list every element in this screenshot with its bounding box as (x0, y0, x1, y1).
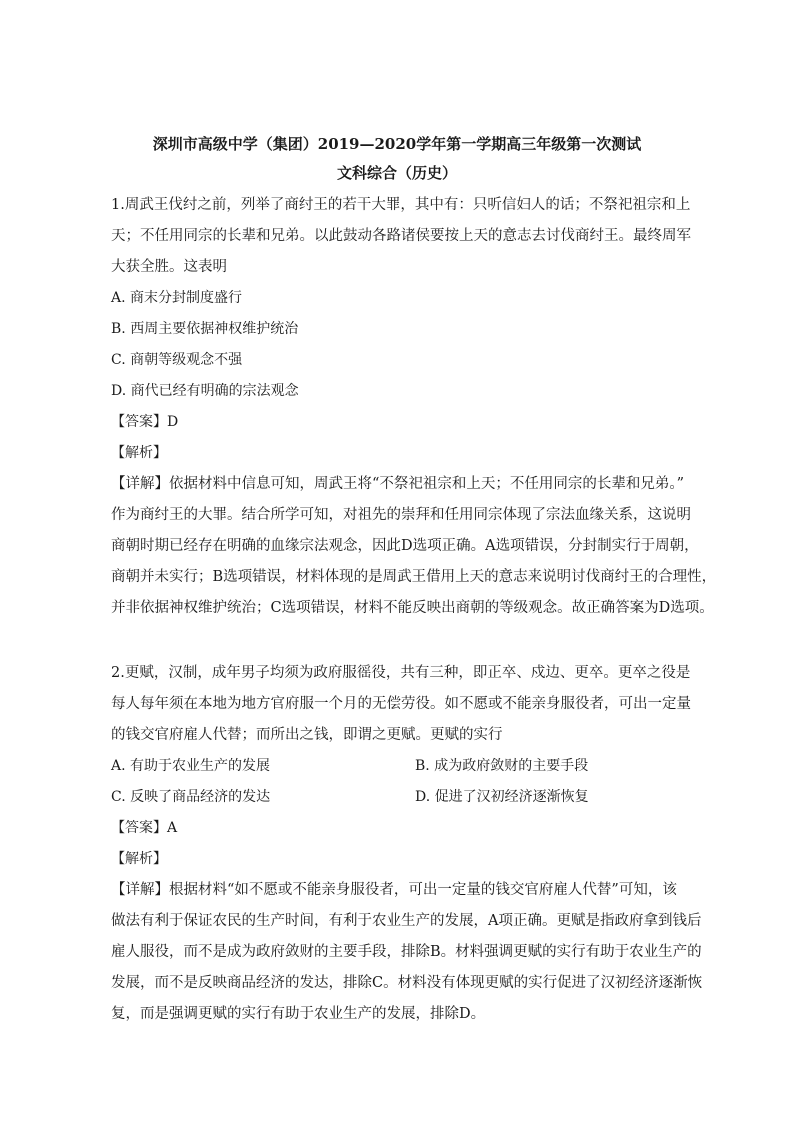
question-2 (111, 658, 703, 1030)
q1-option-c: C. 商朝等级观念不强 (111, 352, 243, 368)
q1-option-d: D. 商代已经有明确的宗法观念 (111, 383, 299, 399)
q2-detail-line: 【详解】根据材料“如不愿或不能亲身服役者，可出一定量的钱交官府雇人代替”可知，该 (111, 882, 677, 898)
q1-detail-line: 商朝时期已经存在明确的血缘宗法观念，因此D选项正确。A选项错误，分封制实行于周朝， (111, 538, 699, 554)
page-subtitle: 文科综合（历史） (336, 164, 457, 182)
q2-detail-line: 雇人服役，而不是成为政府敛财的主要手段，排除B。材料强调更赋的实行有助于农业生产的 (111, 944, 702, 960)
q1-stem-line: 1.周武王伐纣之前，列举了商纣王的若干大罪，其中有：只听信妇人的话；不祭祀祖宗和上 (111, 197, 691, 213)
q2-analysis-tag: 【解析】 (111, 851, 167, 867)
q1-detail-line: 【详解】依据材料中信息可知，周武王将“不祭祀祖宗和上天；不任用同宗的长辈和兄弟。” (111, 476, 685, 492)
q1-detail-line: 作为商纣王的大罪。结合所学可知，对祖先的崇拜和任用同宗体现了宗法血缘关系，这说明 (111, 507, 691, 523)
q2-options-row (111, 782, 687, 813)
q2-option-d: D. 促进了汉初经济逐渐恢复 (415, 789, 589, 805)
q2-detail-line: 做法有利于保证农民的生产时间，有利于农业生产的发展，A项正确。更赋是指政府拿到钱后 (111, 913, 702, 929)
q1-stem-line: 天；不任用同宗的长辈和兄弟。以此鼓动各路诸侯要按上天的意志去讨伐商纣王。最终周军 (111, 228, 691, 244)
q2-option-a: A. 有助于农业生产的发展 (111, 758, 271, 774)
q2-option-c: C. 反映了商品经济的发达 (111, 789, 271, 805)
q2-stem-line: 的钱交官府雇人代替；而所出之钱，即谓之更赋。更赋的实行 (111, 727, 503, 743)
q1-stem-line: 大获全胜。这表明 (111, 259, 227, 275)
question-1 (111, 190, 717, 624)
q2-detail-line: 复，而是强调更赋的实行有助于农业生产的发展，排除D。 (111, 1006, 486, 1022)
q2-stem-line: 每人每年须在本地为地方官府服一个月的无偿劳役。如不愿或不能亲身服役者，可出一定量 (111, 696, 691, 712)
q2-answer: 【答案】A (111, 820, 178, 836)
q1-option-b: B. 西周主要依据神权维护统治 (111, 321, 299, 337)
q1-answer: 【答案】D (111, 414, 179, 430)
q1-detail-line: 商朝并未实行；B选项错误，材料体现的是周武王借用上天的意志来说明讨伐商纣王的合理性， (111, 569, 717, 585)
q2-detail-line: 发展，而不是反映商品经济的发达，排除C。材料没有体现更赋的实行促进了汉初经济逐渐恢 (111, 975, 703, 991)
q2-stem-line: 2.更赋，汉制，成年男子均须为政府服徭役，共有三种，即正卒、戍边、更卒。更卒之役是 (111, 665, 691, 681)
q1-detail-line: 并非依据神权维护统治；C选项错误，材料不能反映出商朝的等级观念。故正确答案为D选项。 (111, 600, 714, 616)
q1-option-a: A. 商末分封制度盛行 (111, 290, 243, 306)
page-title: 深圳市高级中学（集团）2019—2020学年第一学期高三年级第一次测试 (152, 135, 642, 153)
q1-analysis-tag: 【解析】 (111, 445, 167, 461)
q2-options-row (111, 751, 687, 782)
q2-option-b: B. 成为政府敛财的主要手段 (415, 758, 589, 774)
